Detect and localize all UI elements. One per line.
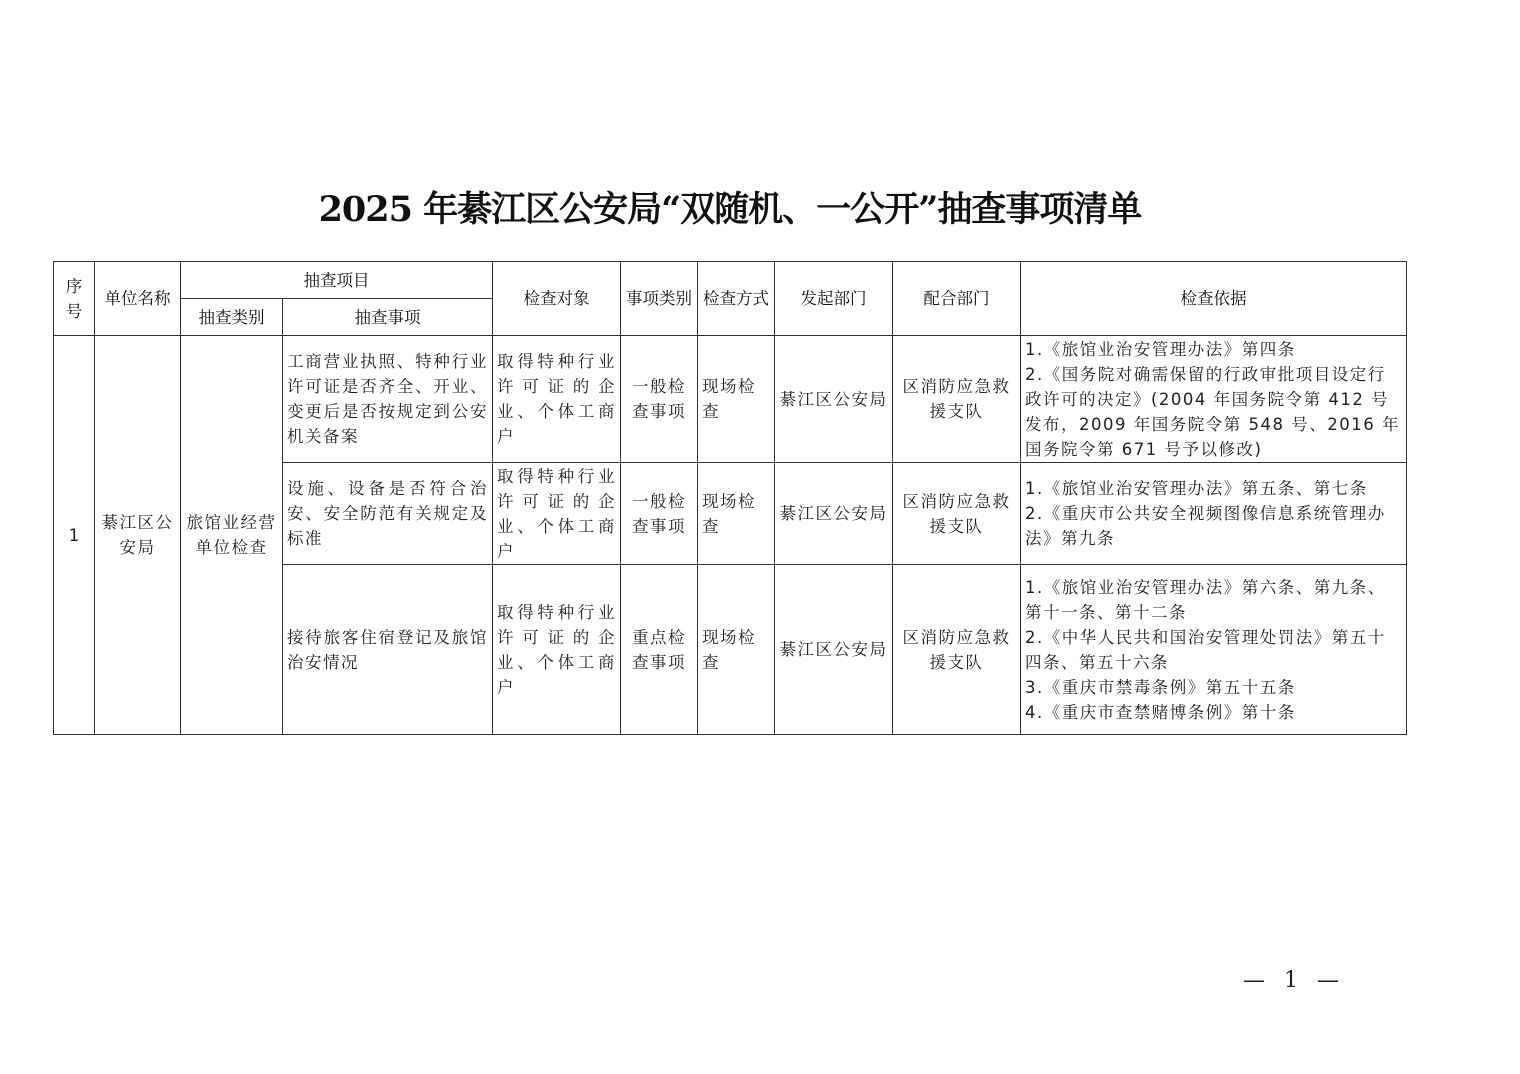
basis-line: 2.《中华人民共和国治安管理处罚法》第五十四条、第五十六条 xyxy=(1025,627,1386,672)
header-item-group: 抽查项目 xyxy=(181,262,493,299)
cell-target: 取得特种行业许可证的企业、个体工商户 xyxy=(493,565,621,735)
cell-seq: 1 xyxy=(54,336,95,735)
basis-line: 3.《重庆市禁毒条例》第五十五条 xyxy=(1025,677,1296,697)
cell-target: 取得特种行业许可证的企业、个体工商户 xyxy=(493,336,621,463)
table-body xyxy=(54,336,1407,735)
document-title: 2025 年綦江区公安局“双随机、一公开”抽查事项清单 xyxy=(318,189,1142,230)
header-type: 事项类别 xyxy=(621,262,698,336)
header-seq: 序号 xyxy=(54,262,95,336)
header-initiator: 发起部门 xyxy=(775,262,893,336)
header-partner: 配合部门 xyxy=(893,262,1021,336)
basis-line: 1.《旅馆业治安管理办法》第五条、第七条 xyxy=(1025,479,1368,498)
cell-type: 重点检查事项 xyxy=(621,565,698,735)
cell-matter: 接待旅客住宿登记及旅馆治安情况 xyxy=(283,565,493,735)
basis-line: 4.《重庆市查禁赌博条例》第十条 xyxy=(1025,702,1296,722)
inspection-table xyxy=(53,261,1407,735)
page-number: — 1 — xyxy=(1243,968,1345,993)
cell-unit: 綦江区公安局 xyxy=(95,336,181,735)
cell-category: 旅馆业经营单位检查 xyxy=(181,336,283,735)
basis-line: 2.《国务院对确需保留的行政审批项目设定行政许可的决定》(2004 年国务院令第 412 号发布，2009 年国务院令第 548 号、2016 年国务院令第 671 号予以修改) xyxy=(1025,364,1400,459)
cell-basis xyxy=(1021,565,1407,735)
cell-partner: 区消防应急救援支队 xyxy=(893,463,1021,565)
cell-partner: 区消防应急救援支队 xyxy=(893,565,1021,735)
cell-initiator: 綦江区公安局 xyxy=(775,463,893,565)
table-header xyxy=(54,262,1407,336)
header-basis: 检查依据 xyxy=(1021,262,1407,336)
cell-basis xyxy=(1021,463,1407,565)
cell-partner: 区消防应急救援支队 xyxy=(893,336,1021,463)
cell-method: 现场检查 xyxy=(698,463,775,565)
cell-method: 现场检查 xyxy=(698,565,775,735)
basis-line: 1.《旅馆业治安管理办法》第六条、第九条、第十一条、第十二条 xyxy=(1025,577,1386,622)
cell-type: 一般检查事项 xyxy=(621,463,698,565)
cell-initiator: 綦江区公安局 xyxy=(775,336,893,463)
header-matter: 抽查事项 xyxy=(283,299,493,336)
cell-basis xyxy=(1021,336,1407,463)
table-row xyxy=(54,336,1407,463)
cell-initiator: 綦江区公安局 xyxy=(775,565,893,735)
basis-line: 2.《重庆市公共安全视频图像信息系统管理办法》第九条 xyxy=(1025,504,1386,548)
cell-type: 一般检查事项 xyxy=(621,336,698,463)
cell-matter: 设施、设备是否符合治安、安全防范有关规定及标准 xyxy=(283,463,493,565)
cell-matter: 工商营业执照、特种行业许可证是否齐全、开业、变更后是否按规定到公安机关备案 xyxy=(283,336,493,463)
header-category: 抽查类别 xyxy=(181,299,283,336)
header-target: 检查对象 xyxy=(493,262,621,336)
cell-method: 现场检查 xyxy=(698,336,775,463)
header-method: 检查方式 xyxy=(698,262,775,336)
header-unit: 单位名称 xyxy=(95,262,181,336)
basis-line: 1.《旅馆业治安管理办法》第四条 xyxy=(1025,339,1296,359)
cell-target: 取得特种行业许可证的企业、个体工商户 xyxy=(493,463,621,565)
